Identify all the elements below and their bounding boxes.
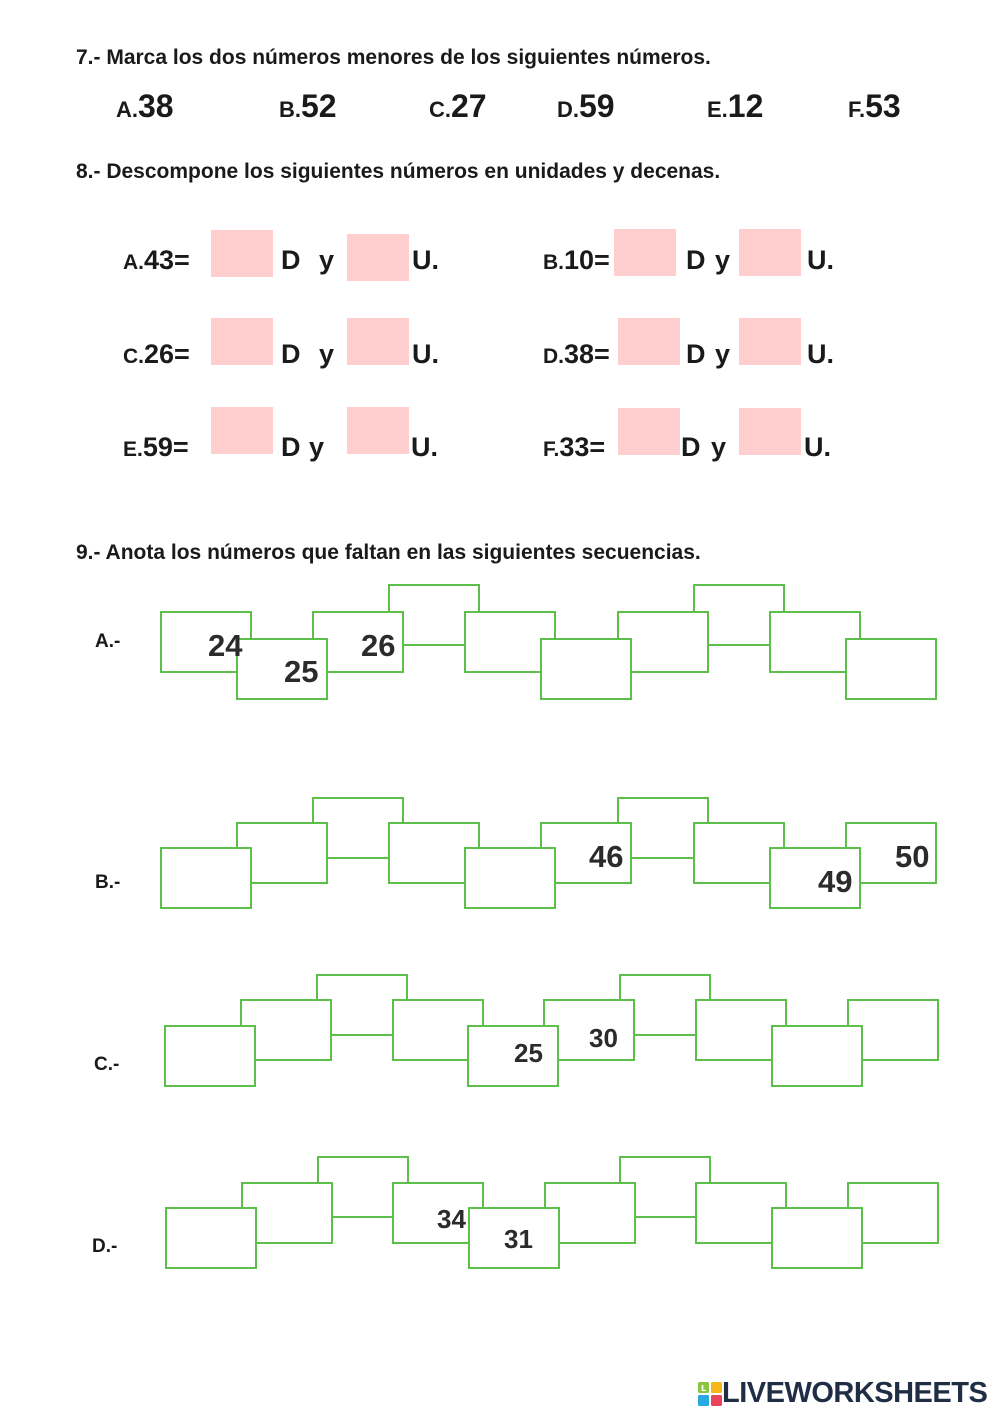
question-8-title: 8.- Descompone los siguientes números en unidades y decenas. bbox=[76, 160, 721, 183]
option-a[interactable] bbox=[116, 88, 174, 125]
sequence-cell[interactable] bbox=[165, 1207, 257, 1269]
given-number: 49 bbox=[818, 864, 853, 899]
given-number: 34 bbox=[437, 1204, 466, 1234]
item-expression: 38= bbox=[564, 339, 610, 369]
sequence-label: B.- bbox=[95, 872, 121, 893]
units-label: U. bbox=[412, 245, 439, 275]
tens-label: D bbox=[281, 245, 301, 275]
item-letter: E. bbox=[123, 438, 143, 461]
option-number: 12 bbox=[727, 88, 764, 124]
option-letter: C. bbox=[429, 97, 451, 122]
tens-label: D bbox=[686, 339, 706, 369]
option-number: 59 bbox=[579, 88, 615, 124]
option-number: 27 bbox=[451, 88, 487, 124]
answer-box-units[interactable] bbox=[739, 318, 801, 365]
given-number: 26 bbox=[361, 628, 396, 663]
item-expression: 10= bbox=[564, 245, 610, 275]
liveworksheets-logo-icon bbox=[698, 1382, 722, 1406]
equation-d bbox=[543, 339, 610, 370]
given-number: 50 bbox=[895, 839, 930, 874]
equation-a bbox=[123, 245, 190, 276]
answer-box-units[interactable] bbox=[347, 407, 409, 454]
tens-label: D bbox=[281, 339, 301, 369]
given-number: 25 bbox=[514, 1038, 543, 1068]
and-label: y bbox=[319, 339, 335, 369]
and-label: y bbox=[711, 432, 727, 462]
units-label: U. bbox=[411, 432, 438, 462]
sequence-cell[interactable] bbox=[771, 1025, 863, 1087]
option-e[interactable] bbox=[707, 88, 763, 125]
sequence-cell[interactable] bbox=[845, 638, 937, 700]
sequence-label: C.- bbox=[94, 1054, 120, 1075]
tens-label: D bbox=[681, 432, 701, 462]
sequence-c bbox=[150, 974, 950, 1114]
option-letter: E. bbox=[707, 97, 728, 122]
equation-f bbox=[543, 432, 605, 463]
answer-box-units[interactable] bbox=[739, 408, 801, 455]
and-label: y bbox=[715, 339, 731, 369]
question-7-title: 7.- Marca los dos números menores de los siguientes números. bbox=[76, 46, 711, 69]
units-label: U. bbox=[807, 339, 834, 369]
brand-name: LIVEWORKSHEETS bbox=[722, 1377, 988, 1409]
sequence-label: D.- bbox=[92, 1236, 118, 1257]
equation-c bbox=[123, 339, 190, 370]
item-expression: 43= bbox=[144, 245, 190, 275]
answer-box-tens[interactable] bbox=[211, 230, 273, 277]
option-letter: D. bbox=[557, 97, 579, 122]
and-label: y bbox=[309, 432, 325, 462]
answer-box-units[interactable] bbox=[739, 229, 801, 276]
sequence-d bbox=[150, 1156, 950, 1296]
equation-e bbox=[123, 432, 189, 463]
tens-label: D bbox=[686, 245, 706, 275]
given-number: 30 bbox=[589, 1023, 618, 1053]
option-number: 53 bbox=[865, 88, 901, 124]
given-number: 46 bbox=[589, 839, 624, 874]
and-label: y bbox=[715, 245, 731, 275]
answer-box-tens[interactable] bbox=[618, 408, 680, 455]
sequence-cell[interactable] bbox=[164, 1025, 256, 1087]
option-d[interactable] bbox=[557, 88, 615, 125]
option-letter: A. bbox=[116, 97, 138, 122]
item-letter: B. bbox=[543, 251, 564, 274]
sequence-cell[interactable] bbox=[464, 847, 556, 909]
option-letter: B. bbox=[279, 97, 301, 122]
logo-letter-l: L bbox=[700, 1383, 707, 1393]
answer-box-tens[interactable] bbox=[211, 407, 273, 454]
sequence-cell[interactable] bbox=[540, 638, 632, 700]
sequence-cell[interactable] bbox=[467, 1025, 559, 1087]
answer-box-tens[interactable] bbox=[211, 318, 273, 365]
units-label: U. bbox=[804, 432, 831, 462]
sequence-cell[interactable] bbox=[771, 1207, 863, 1269]
units-label: U. bbox=[412, 339, 439, 369]
units-label: U. bbox=[807, 245, 834, 275]
item-letter: D. bbox=[543, 345, 564, 368]
option-number: 38 bbox=[138, 88, 174, 124]
sequence-cell[interactable] bbox=[160, 847, 252, 909]
answer-box-tens[interactable] bbox=[614, 229, 676, 276]
liveworksheets-logo bbox=[698, 1377, 987, 1410]
equation-b bbox=[543, 245, 610, 276]
given-number: 25 bbox=[284, 654, 319, 689]
item-expression: 26= bbox=[144, 339, 190, 369]
answer-box-units[interactable] bbox=[347, 234, 409, 281]
and-label: y bbox=[319, 245, 335, 275]
item-letter: F. bbox=[543, 438, 560, 461]
answer-box-tens[interactable] bbox=[618, 318, 680, 365]
sequence-a bbox=[150, 584, 950, 724]
option-b[interactable] bbox=[279, 88, 337, 125]
option-letter: F. bbox=[848, 97, 866, 122]
answer-box-units[interactable] bbox=[347, 318, 409, 365]
item-expression: 33= bbox=[559, 432, 606, 462]
option-f[interactable] bbox=[848, 88, 901, 125]
tens-label: D bbox=[281, 432, 301, 462]
option-number: 52 bbox=[301, 88, 337, 124]
given-number: 31 bbox=[504, 1224, 533, 1254]
sequence-label: A.- bbox=[95, 631, 121, 652]
option-c[interactable] bbox=[429, 88, 487, 125]
item-letter: C. bbox=[123, 345, 144, 368]
item-letter: A. bbox=[123, 251, 144, 274]
given-number: 24 bbox=[208, 628, 243, 663]
item-expression: 59= bbox=[142, 432, 189, 462]
question-9-title: 9.- Anota los números que faltan en las siguientes secuencias. bbox=[76, 541, 701, 564]
sequence-b bbox=[150, 797, 950, 937]
